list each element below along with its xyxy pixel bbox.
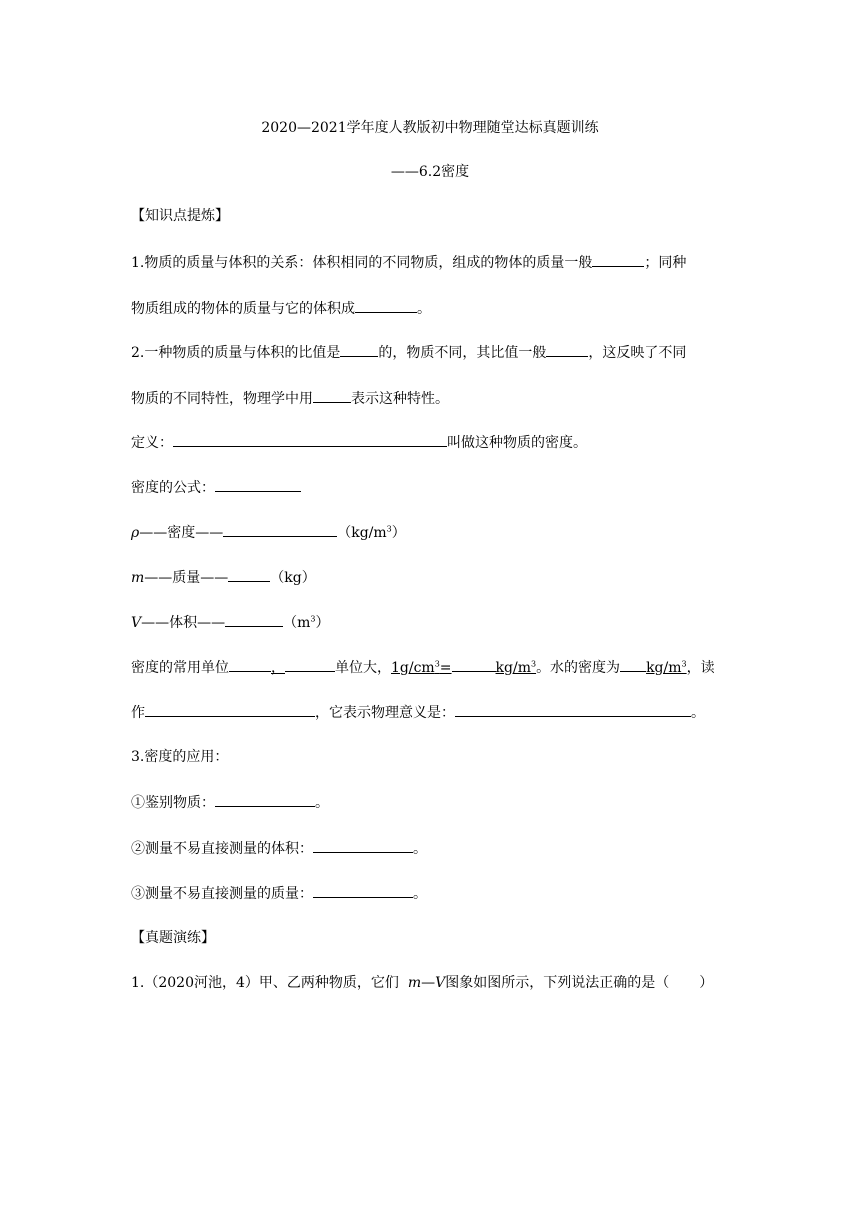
application-2: ②测量不易直接测量的体积： 。	[131, 838, 427, 859]
blank-reading[interactable]	[145, 702, 315, 717]
app1-text: ①鉴别物质：	[131, 795, 215, 811]
blank-definition[interactable]	[173, 432, 447, 447]
rho-symbol: ρ	[131, 525, 140, 541]
formula-line	[131, 477, 301, 498]
section-heading-practice: 【真题演练】	[131, 930, 215, 946]
formula-label: 密度的公式：	[131, 480, 215, 496]
paragraph-2-line-1	[131, 342, 686, 363]
read-text-b: ，它表示物理意义是：	[315, 705, 455, 721]
question-1: 1.（2020河池，4）甲、乙两种物质，它们 m—V图象如图所示，下列说法正确的是（ ）	[131, 975, 714, 991]
blank-water-density[interactable]	[620, 657, 646, 672]
units-text-c: 单位大，	[335, 660, 391, 676]
blank-mass[interactable]	[228, 567, 270, 582]
blank-p2-1[interactable]	[340, 342, 378, 357]
q1-text-a: 1.（2020河池，4）甲、乙两种物质，它们	[131, 975, 399, 991]
application-1: ①鉴别物质： 。	[131, 792, 329, 813]
app2-text: ②测量不易直接测量的体积：	[131, 841, 313, 857]
blank-p1-1[interactable]	[592, 252, 644, 267]
p2-text-d: 物质的不同特性，物理学中用	[131, 391, 313, 407]
volume-line	[131, 612, 330, 633]
volume-symbol: V	[131, 615, 142, 631]
blank-app-2[interactable]	[313, 838, 413, 853]
blank-app-3[interactable]	[313, 883, 413, 898]
units-text-h: ，读	[686, 660, 715, 676]
mass-unit: （kg）	[270, 570, 316, 586]
paragraph-3: 3.密度的应用：	[131, 749, 229, 765]
blank-rho[interactable]	[223, 522, 337, 537]
q1-m-symbol: m	[407, 975, 422, 991]
blank-volume[interactable]	[225, 612, 283, 627]
volume-unit: $(m^3)$	[283, 614, 330, 631]
def-label: 定义：	[131, 435, 173, 451]
p2-text-a: 2.一种物质的质量与体积的比值是	[131, 345, 341, 361]
def-text: 叫做这种物质的密度。	[447, 435, 587, 451]
volume-text: ——体积——	[141, 615, 226, 631]
blank-p2-2[interactable]	[546, 342, 588, 357]
units-text-a: 密度的常用单位	[131, 660, 229, 676]
units-kg-per-m3-a: $kg/m^3$	[495, 659, 537, 676]
rho-text: ——密度——	[139, 525, 224, 541]
rho-unit: $(kg/m^3)$	[337, 524, 406, 541]
mass-symbol: m	[131, 570, 145, 586]
p1-text-b: ；同种	[644, 255, 687, 271]
mass-line	[131, 567, 316, 588]
p2-text-b: 的，物质不同，其比值一般	[378, 345, 547, 361]
blank-app-1[interactable]	[215, 792, 315, 807]
blank-unit-3[interactable]	[452, 657, 496, 672]
p1-text-a: 1.物质的质量与体积的关系：体积相同的不同物质，组成的物体的质量一般	[131, 255, 593, 271]
blank-p1-2[interactable]	[355, 298, 417, 313]
paragraph-2-line-2	[131, 388, 449, 409]
definition-line	[131, 432, 587, 453]
rho-line	[131, 522, 406, 543]
mass-text: ——质量——	[144, 570, 229, 586]
q1-v-symbol: V	[435, 975, 446, 991]
q1-text-b: 图象如图所示，下列说法正确的是（	[445, 975, 670, 991]
p1-text-c: 物质组成的物体的质量与它的体积成	[131, 301, 355, 317]
p2-text-c: ，这反映了不同	[588, 345, 687, 361]
p1-text-d: 。	[417, 301, 431, 317]
read-text-c: 。	[691, 705, 705, 721]
blank-formula[interactable]	[215, 477, 301, 492]
units-line	[131, 657, 715, 678]
read-text-a: 作	[131, 705, 145, 721]
application-3: ③测量不易直接测量的质量： 。	[131, 883, 427, 904]
units-kg-per-m3-b: $kg/m^3$	[646, 659, 687, 676]
document-title: 2020—2021学年度人教版初中物理随堂达标真题训练	[261, 120, 599, 136]
blank-meaning[interactable]	[455, 702, 691, 717]
reading-line	[131, 702, 705, 723]
p2-text-e: 表示这种特性。	[351, 391, 449, 407]
section-heading-knowledge: 【知识点提炼】	[131, 208, 229, 224]
paragraph-1-line-2	[131, 298, 431, 319]
document-subtitle: ——6.2密度	[390, 164, 470, 180]
paragraph-1-line-1	[131, 252, 686, 273]
units-g-per-cm3: $1g/cm^3=$	[391, 659, 452, 676]
units-comma: ，	[271, 660, 285, 676]
units-text-f: 。水的密度为	[536, 660, 621, 676]
blank-unit-2[interactable]	[285, 657, 335, 672]
blank-unit-1[interactable]	[229, 657, 271, 672]
app3-text: ③测量不易直接测量的质量：	[131, 886, 313, 902]
blank-p2-3[interactable]	[313, 388, 351, 403]
